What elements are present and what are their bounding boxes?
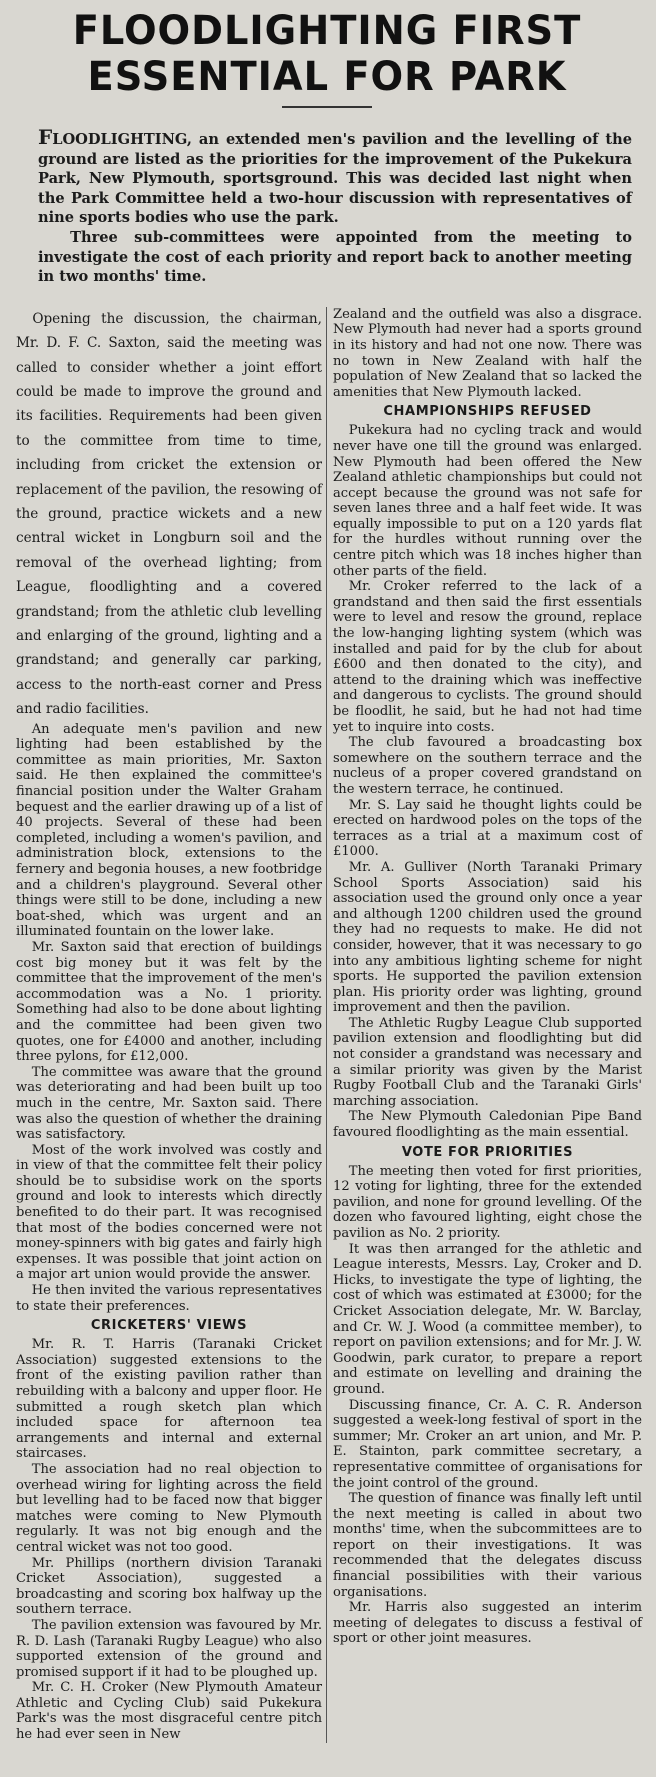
paragraph: The meeting then voted for first priorities, 12 voting for lighting, three for the extended pavilion, and none for ground levelling. Of the dozen who favoured lighting, eight chose the pavilion as No. 2 priority. [333, 1163, 642, 1241]
paragraph: Pukekura had no cycling track and would never have one till the ground was enlarged. New Plymouth had been offered the New Zealand athletic championships but could not accept because the ground was not safe for seven lanes three and a half feet wide. It was equally impossible to put on a 120 yards flat for the hurdles without running over the centre pitch which was 18 inches higher than other parts of the field. [333, 423, 642, 579]
paragraph: He then invited the various representatives to state their preferences. [16, 1283, 322, 1314]
intro-paragraph-2: Three sub-committees were appointed from the meeting to investigate the cost of each priority and report back to another meeting in two months' time. [38, 228, 632, 286]
paragraph: Mr. Croker referred to the lack of a grandstand and then said the first essentials were to level and resow the ground, replace the low-hanging lighting system (which was installed and paid for by the club for about £600 and then donated to the city), and attend to the draining which was ineffective and dangerous to cyclists. The ground should be floodlit, he said, but he had not had time yet to inquire into costs. [333, 579, 642, 735]
paragraph: The association had no real objection to overhead wiring for lighting across the field but levelling had to be faced now that bigger matches were coming to New Plymouth regularly. It was not big enough and the central wicket was not too good. [16, 1461, 322, 1555]
headline [25, 8, 630, 100]
body-columns [12, 307, 642, 1743]
subheading-championships-refused: CHAMPIONSHIPS REFUSED [383, 404, 592, 420]
paragraph: Mr. Harris also suggested an interim meeting of delegates to discuss a festival of sport or other joint measures. [333, 1600, 642, 1647]
paragraph: Discussing finance, Cr. A. C. R. Anderson suggested a week-long festival of sport in the summer; Mr. Croker an art union, and Mr. P. E. Stainton, park committee secretary, a representative committee of organisations for the joint control of the ground. [333, 1397, 642, 1491]
paragraph: Mr. Phillips (northern division Taranaki Cricket Association), suggested a broadcasting and scoring box halfway up the southern terrace. [16, 1555, 322, 1618]
drop-cap: F [38, 125, 53, 149]
subheading-cricketers-views: CRICKETERS' VIEWS [90, 1318, 248, 1334]
paragraph: Mr. Saxton said that erection of buildings cost big money but it was felt by the committee that the improvement of the men's accommodation was a No. 1 priority. Something had also to be done about lighting and the committee had been given two quotes, one for £4000 and another, including three pylons, for £12,000. [16, 939, 322, 1065]
left-column [12, 307, 327, 1743]
paragraph: Mr. R. T. Harris (Taranaki Cricket Association) suggested extensions to the front of the existing pavilion rather than rebuilding with a balcony and upper floor. He submitted a rough sketch plan which included space for afternoon tea arrangements and internal and external staircases. [16, 1337, 322, 1462]
intro-paragraphs [38, 125, 632, 287]
paragraph: Most of the work involved was costly and in view of that the committee felt their policy should be to subsidise work on the sports ground and look to interests which directly benefited to do their part. It was recognised that most of the bodies concerned were not money-spinners with big gates and fairly high expenses. It was possible that joint action on a major art union would provide the answer. [16, 1142, 322, 1283]
paragraph: Mr. S. Lay said he thought lights could be erected on hardwood poles on the tops of the terraces as a trial at a maximum cost of £1000. [333, 797, 642, 860]
headline-line-1: FLOODLIGHTING FIRST [72, 8, 582, 54]
paragraph: The question of finance was finally left until the next meeting is called in about two months' time, when the subcommittees are to report on their investigations. It was recommended that the delegates discuss financial possibilities with their various organisations. [333, 1491, 642, 1600]
right-column [327, 307, 642, 1743]
headline-rule [282, 106, 372, 108]
paragraph: An adequate men's pavilion and new lighting had been established by the committee as main priorities, Mr. Saxton said. He then explained the committee's financial position under the Walter Graham bequest and the earlier drawing up of a list of 40 projects. Several of these had been completed, including a women's pavilion, and administration block, extensions to the fernery and begonia houses, a new footbridge and a children's playground. Several other things were still to be done, including a new boat-shed, which was urgent and an illuminated fountain on the lower lake. [16, 721, 322, 940]
paragraph: The pavilion extension was favoured by Mr. R. D. Lash (Taranaki Rugby League) who also supported extension of the ground and promised support if it had to be ploughed up. [16, 1617, 322, 1680]
intro-paragraph-1-text: LOODLIGHTING, an extended men's pavilion and the levelling of the ground are listed as the priorities for the improvement of the Pukekura Park, New Plymouth, sportsground. This was decided last night when the Park Committee held a two-hour discussion with representatives of nine sports bodies who use the park. [38, 131, 632, 227]
paragraph-continued: Zealand and the outfield was also a disgrace. New Plymouth had never had a sports ground in its history and had not one now. There was no town in New Zealand with half the population of New Zealand that so lacked the amenities that New Plymouth lacked. [333, 306, 642, 400]
headline-line-2: ESSENTIAL FOR PARK [87, 54, 567, 100]
paragraph: Opening the discussion, the chairman, Mr. D. F. C. Saxton, said the meeting was called to consider whether a joint effort could be made to improve the ground and its facilities. Requirements had been given to the committee from time to time, including from cricket the extension or replacement of the pavilion, the resowing of the ground, practice wickets and a new central wicket in Longburn soil and the removal of the overhead lighting; from League, floodlighting and a covered grandstand; from the athletic club levelling and enlarging of the ground, lighting and a grandstand; and generally car parking, access to the north-east corner and Press and radio facilities. [16, 310, 322, 718]
intro-paragraph-1 [38, 125, 632, 228]
paragraph: The committee was aware that the ground was deteriorating and had been built up too much in the centre, Mr. Saxton said. There was also the question of whether the draining was satisfactory. [16, 1064, 322, 1143]
paragraph: The club favoured a broadcasting box somewhere on the southern terrace and the nucleus of a proper covered grandstand on the western terrace, he continued. [333, 735, 642, 797]
paragraph: Mr. A. Gulliver (North Taranaki Primary School Sports Association) said his association used the ground only once a year and although 1200 children used the ground they had no requests to make. He did not consider, however, that it was necessary to go into any ambitious lighting scheme for night sports. He supported the pavilion extension plan. His priority order was lighting, ground improvement and then the pavilion. [333, 859, 642, 1016]
paragraph: It was then arranged for the athletic and League interests, Messrs. Lay, Croker and D. Hicks, to investigate the type of lighting, the cost of which was estimated at £3000; for the Cricket Association delegate, Mr. W. Barclay, and Cr. W. J. Wood (a committee member), to report on pavilion extensions; and for Mr. J. W. Goodwin, park curator, to prepare a report and estimate on levelling and draining the ground. [333, 1241, 642, 1397]
paragraph: The Athletic Rugby League Club supported pavilion extension and floodlighting but did not consider a grandstand was necessary and a similar priority was given by the Marist Rugby Football Club and the Taranaki Girls' marching association. [333, 1015, 642, 1109]
paragraph: The New Plymouth Caledonian Pipe Band favoured floodlighting as the main essential. [333, 1109, 642, 1141]
subheading-vote-for-priorities: VOTE FOR PRIORITIES [401, 1144, 574, 1160]
paragraph: Mr. C. H. Croker (New Plymouth Amateur Athletic and Cycling Club) said Pukekura Park's was the most disgraceful centre pitch he had ever seen in New [16, 1680, 322, 1743]
